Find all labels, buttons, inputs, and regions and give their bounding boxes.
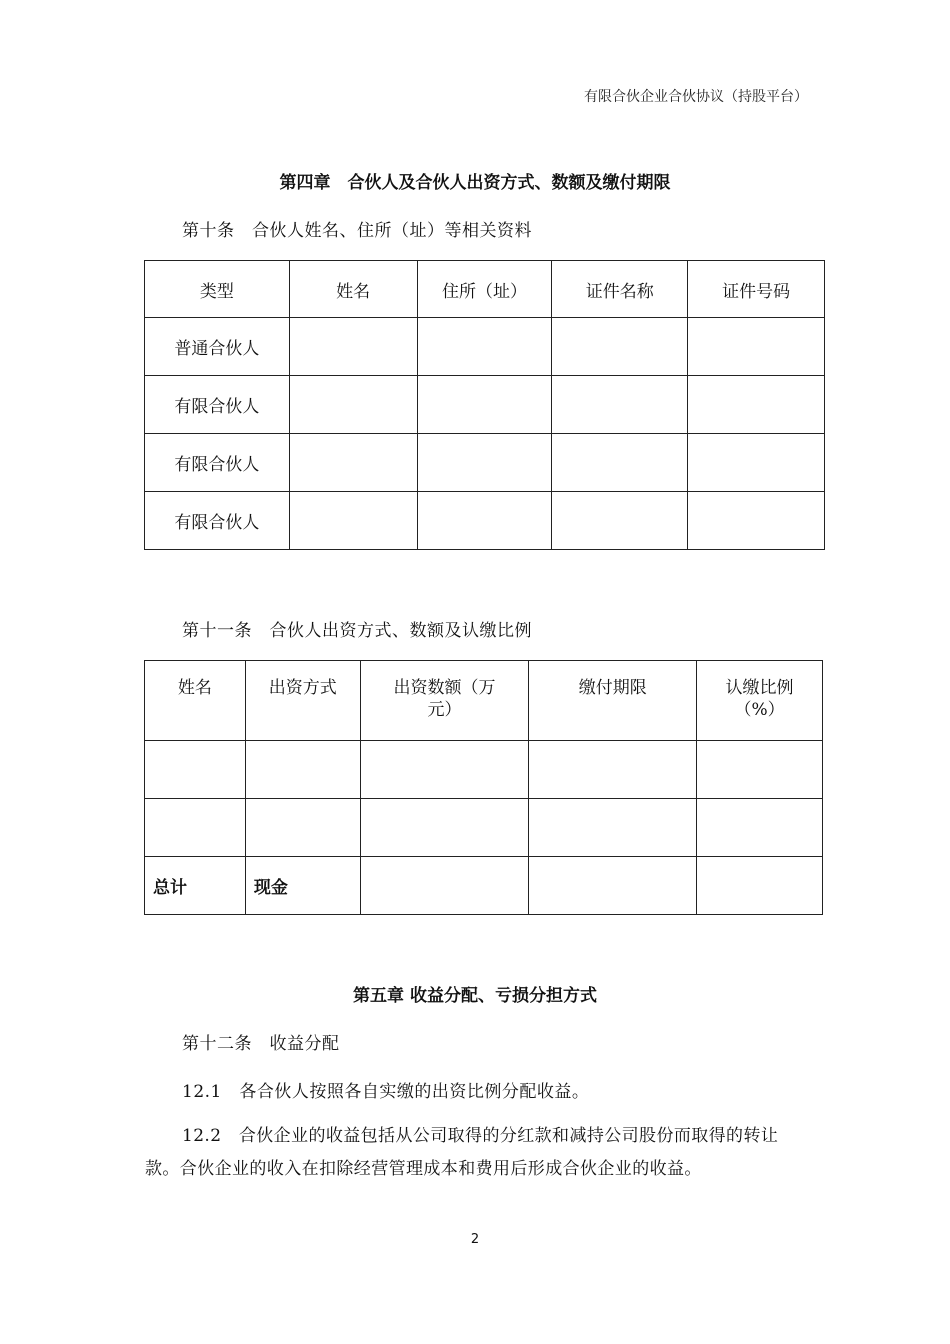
table-cell [417,434,552,492]
table-cell [688,318,825,376]
table-row [145,318,825,376]
table-header-cell: 类型 [145,261,290,318]
table-cell [245,741,360,799]
table-header-cell: 缴付期限 [529,661,697,741]
table-cell [417,318,552,376]
page-header: 有限合伙企业合伙协议（持股平台） [584,89,808,105]
table-cell [697,741,823,799]
table-cell: 有限合伙人 [145,492,290,550]
table-cell [529,857,697,915]
table-cell [688,376,825,434]
table-cell [688,434,825,492]
table-cell [289,376,417,434]
table-cell [552,318,688,376]
table-cell: 普通合伙人 [145,318,290,376]
table-cell [697,799,823,857]
article-12-heading: 第十二条 收益分配 [182,1034,340,1054]
table-cell [552,376,688,434]
table-header-cell: 姓名 [145,661,246,741]
table-cell [529,799,697,857]
table-cell [417,492,552,550]
article-10-heading: 第十条 合伙人姓名、住所（址）等相关资料 [182,221,532,241]
table-row [145,492,825,550]
table-total-row [145,857,823,915]
table-cell: 有限合伙人 [145,376,290,434]
table-cell [417,376,552,434]
table-row [145,799,823,857]
table-cell [145,799,246,857]
table-cell [552,492,688,550]
paragraph-12-2: 12.2 合伙企业的收益包括从公司取得的分红款和减持公司股份而取得的转让款。合伙企业的收入在扣除经营管理成本和费用后形成合伙企业的收益。 [145,1126,779,1179]
article-11-heading: 第十一条 合伙人出资方式、数额及认缴比例 [182,621,532,641]
table-header-cell: 出资数额（万元） [360,661,529,741]
table-header-cell: 出资方式 [245,661,360,741]
table-cell [552,434,688,492]
table-cell [360,741,529,799]
table-row [145,376,825,434]
table-cell [289,434,417,492]
table-cell [697,857,823,915]
table-cell [360,857,529,915]
table-cell [289,492,417,550]
chapter-5-title: 第五章 收益分配、亏损分担方式 [353,986,597,1006]
paragraph-12-1: 12.1 各合伙人按照各自实缴的出资比例分配收益。 [182,1082,590,1102]
table-cell [529,741,697,799]
table-header-cell: 姓名 [289,261,417,318]
total-label-cell: 总计 [145,857,246,915]
total-method-cell: 现金 [245,857,360,915]
contribution-table [144,660,823,915]
chapter-4-title: 第四章 合伙人及合伙人出资方式、数额及缴付期限 [279,173,671,193]
table-cell [688,492,825,550]
table-header-row [145,261,825,318]
table-header-cell: 住所（址） [417,261,552,318]
table-header-cell: 认缴比例（%） [697,661,823,741]
table-cell [245,799,360,857]
table-header-row [145,661,823,741]
table-cell [360,799,529,857]
table-row [145,741,823,799]
page-number: 2 [470,1232,480,1247]
table-cell [145,741,246,799]
table-header-cell: 证件名称 [552,261,688,318]
table-row [145,434,825,492]
table-cell: 有限合伙人 [145,434,290,492]
table-header-cell: 证件号码 [688,261,825,318]
table-cell [289,318,417,376]
partner-info-table [144,260,825,550]
